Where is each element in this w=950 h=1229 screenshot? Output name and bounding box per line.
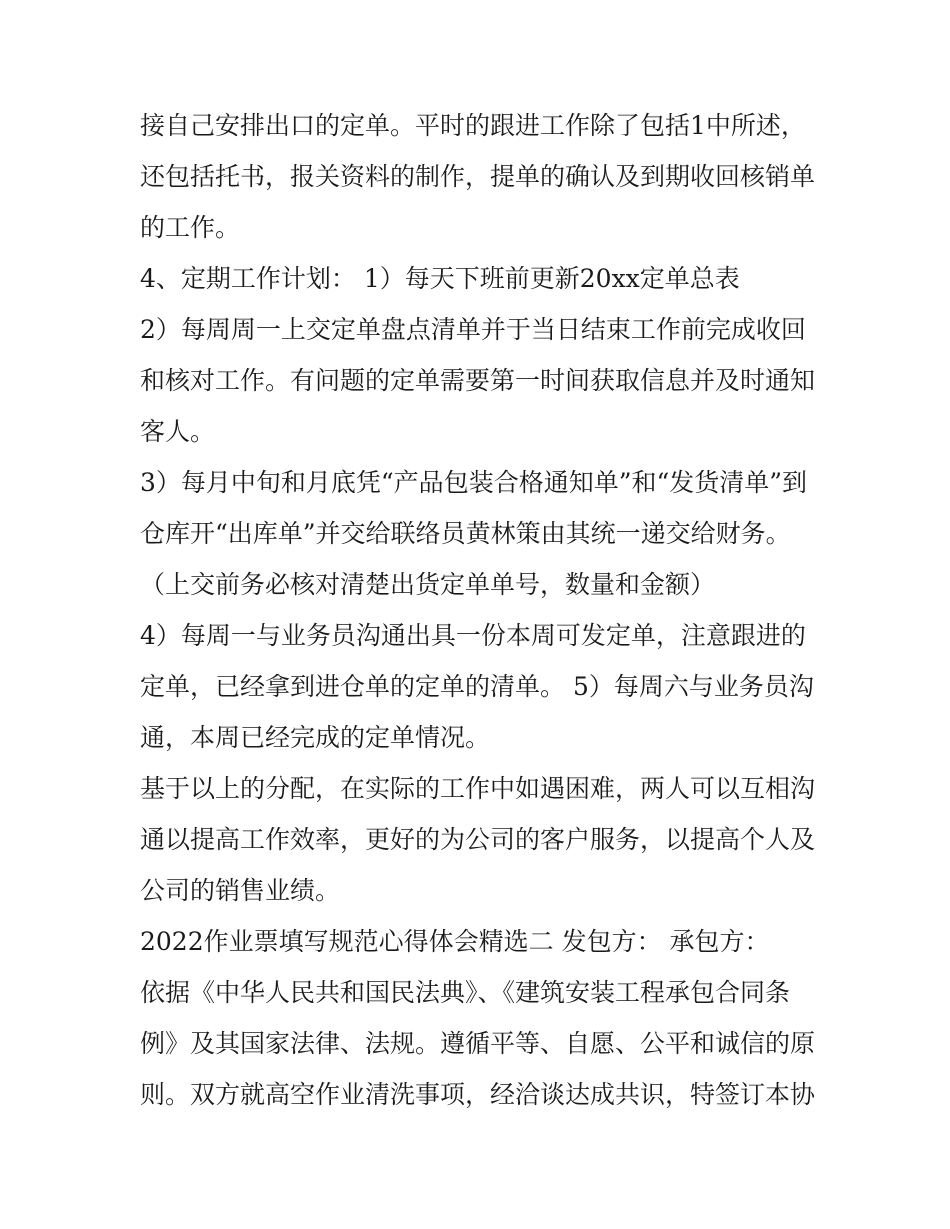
text-line: 定单，已经拿到进仓单的定单的清单。 5）每周六与业务员沟 bbox=[140, 672, 814, 701]
text-line: 基于以上的分配，在实际的工作中如遇困难，两人可以互相沟 bbox=[140, 774, 816, 803]
text-line: 接自己安排出口的定单。平时的跟进工作除了包括1中所述， bbox=[140, 111, 806, 140]
text-line: 通以提高工作效率，更好的为公司的客户服务，以提高个人及 bbox=[140, 825, 816, 854]
text-line: 仓库开“出库单”并交给联络员黄林策由其统一递交给财务。 bbox=[140, 519, 791, 548]
section-heading: 2022作业票填写规范心得体会精选二 发包方： 承包方： bbox=[140, 927, 770, 956]
text-line: 例》及其国家法律、法规。遵循平等、自愿、公平和诚信的原 bbox=[140, 1029, 816, 1058]
text-line: 还包括托书，报关资料的制作，提单的确认及到期收回核销单 bbox=[140, 162, 816, 191]
text-line: 公司的销售业绩。 bbox=[140, 876, 341, 905]
text-line: 2）每周周一上交定单盘点清单并于当日结束工作前完成收回 bbox=[140, 315, 806, 344]
text-line: 依据《中华人民共和国民法典》、《建筑安装工程承包合同条 bbox=[140, 978, 791, 1007]
text-line: 4）每周一与业务员沟通出具一份本周可发定单，注意跟进的 bbox=[140, 621, 806, 650]
text-line: 通，本周已经完成的定单情况。 bbox=[140, 723, 491, 752]
text-line: 3）每月中旬和月底凭“产品包装合格通知单”和“发货清单”到 bbox=[140, 468, 808, 497]
text-line: 和核对工作。有问题的定单需要第一时间获取信息并及时通知 bbox=[140, 366, 816, 395]
text-line: 4、定期工作计划： 1）每天下班前更新20xx定单总表 bbox=[140, 264, 740, 293]
text-line: 客人。 bbox=[140, 417, 216, 446]
text-line: 则。双方就高空作业清洗事项，经洽谈达成共识，特签订本协 bbox=[140, 1080, 816, 1109]
text-line: （上交前务必核对清楚出货定单单号，数量和金额） bbox=[140, 570, 716, 599]
text-line: 的工作。 bbox=[140, 213, 241, 242]
